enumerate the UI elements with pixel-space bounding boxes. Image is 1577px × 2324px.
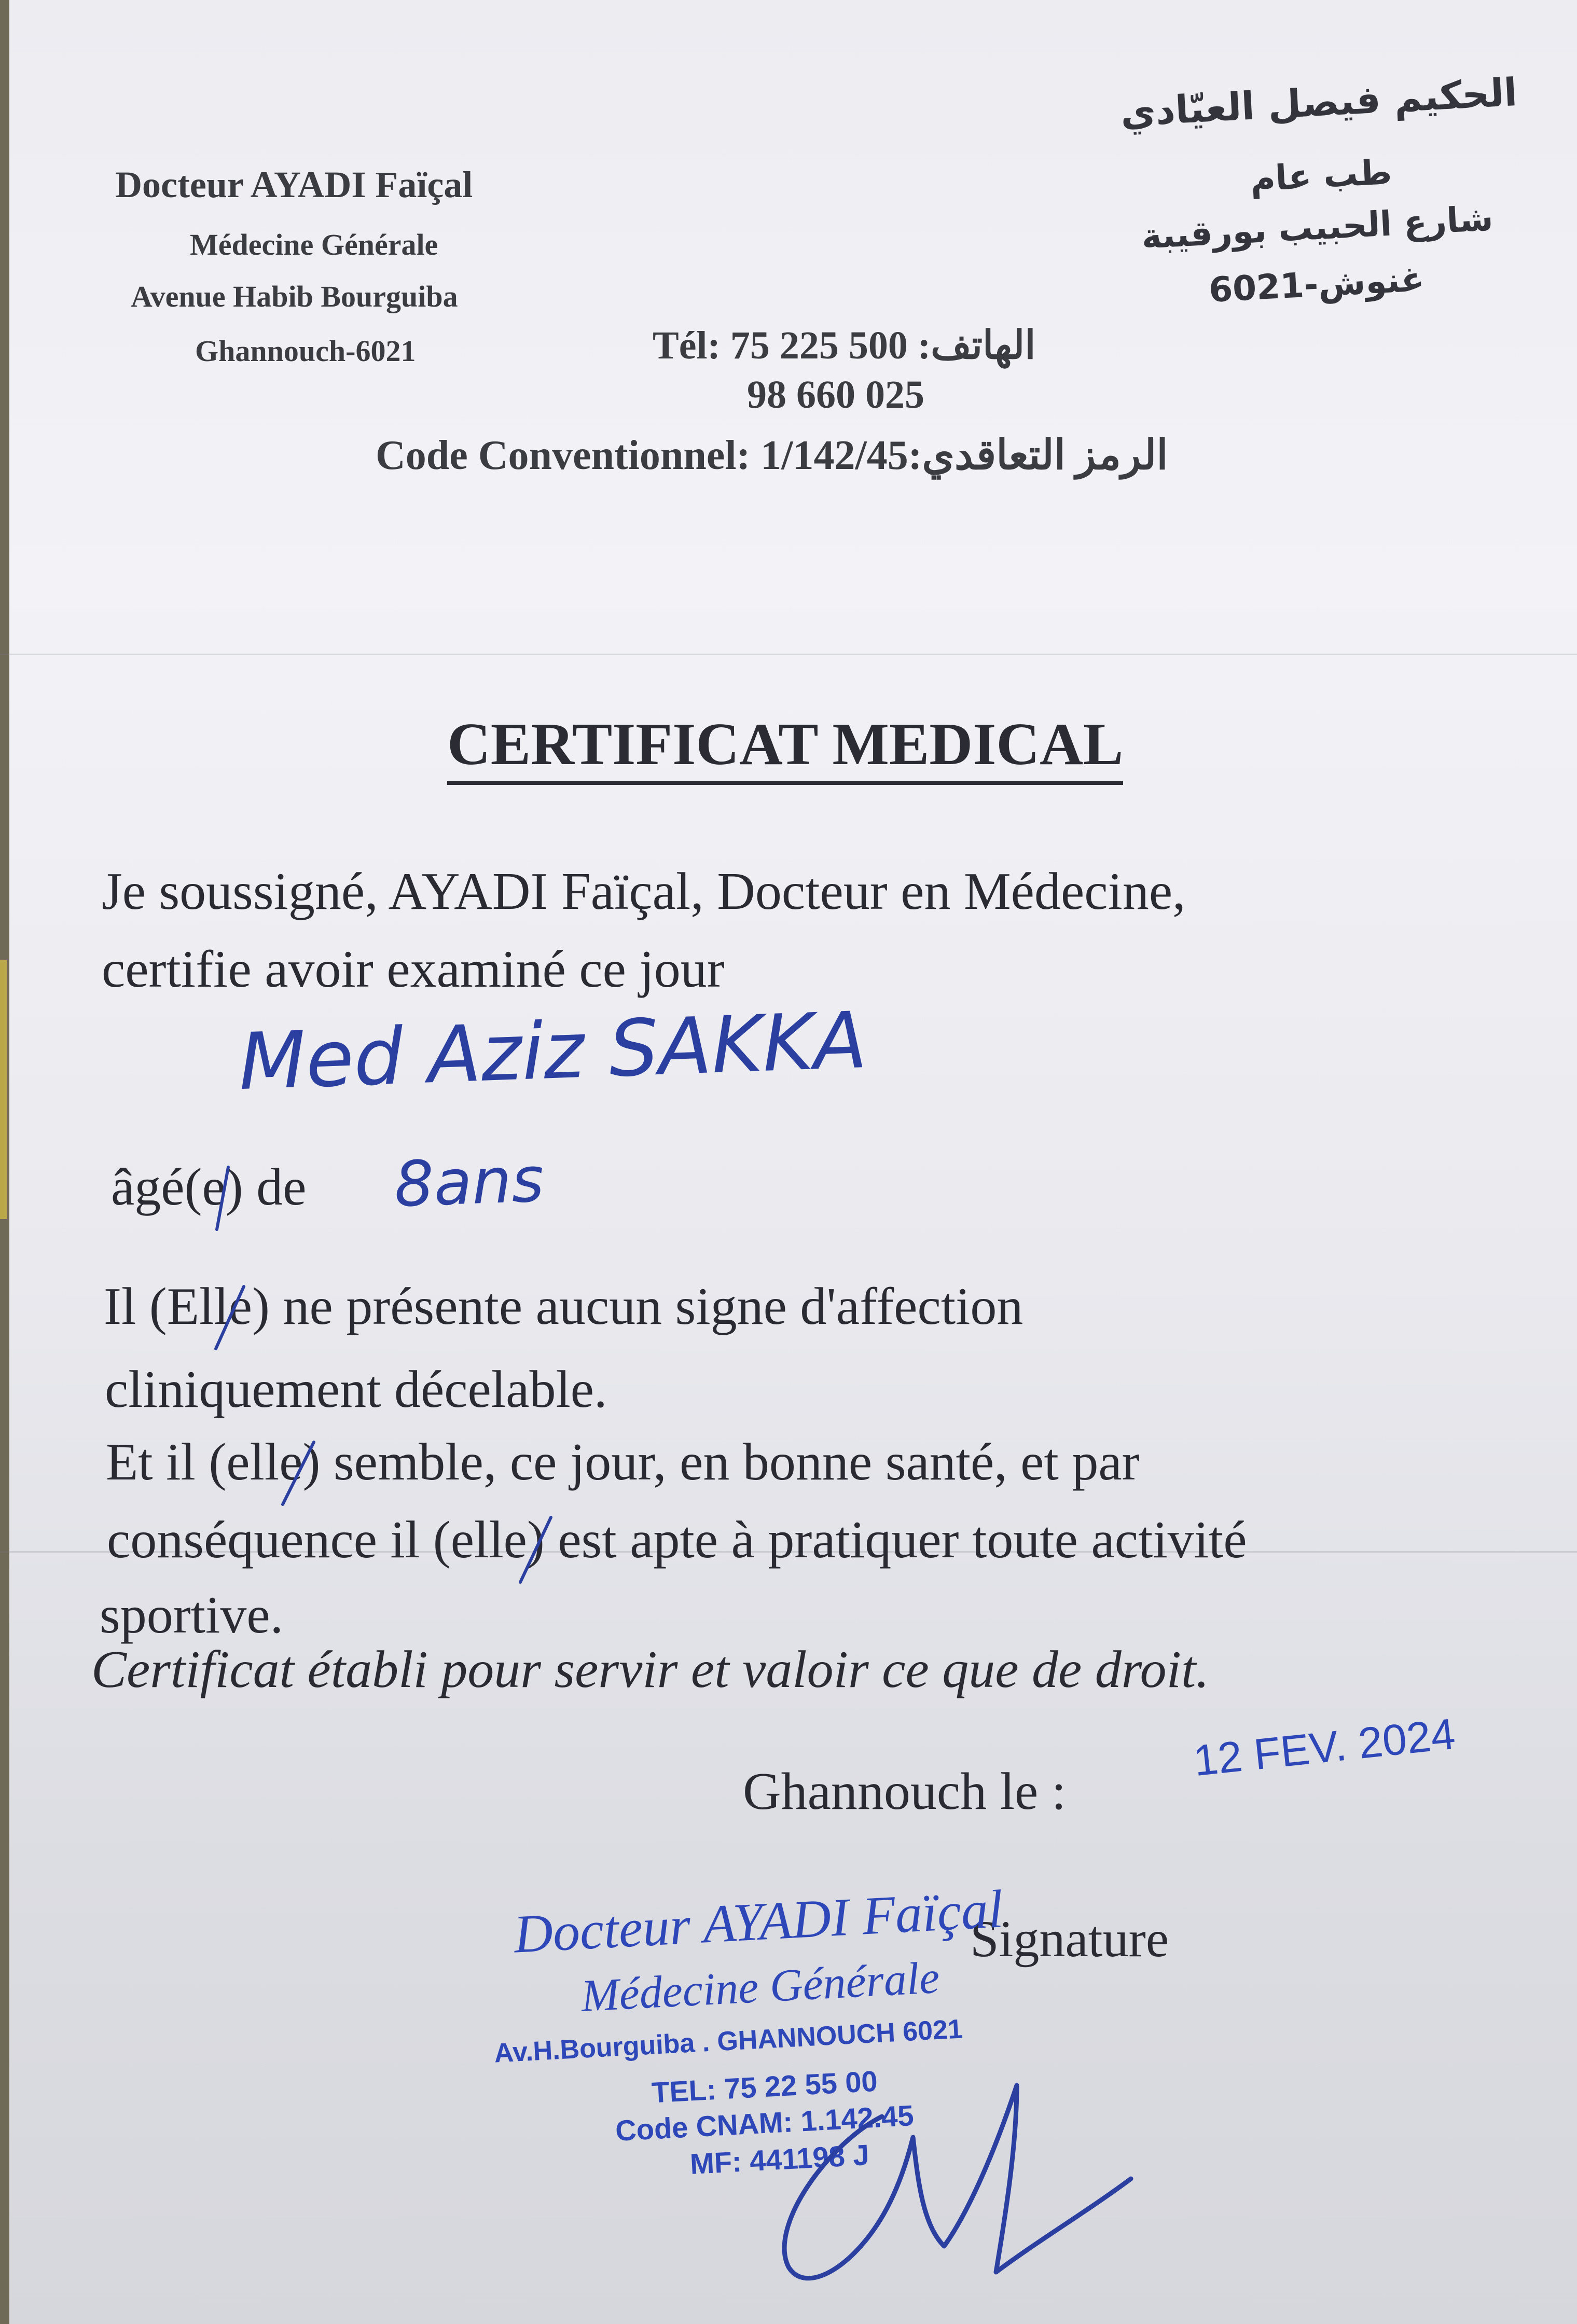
stamp-cnam-code: Code CNAM: 1.142.45 [614,2098,915,2148]
doctor-address: Avenue Habib Bourguiba [131,280,458,313]
arabic-specialty: طب عام [1249,151,1393,200]
para-line-3: Et il (elle) semble, ce jour, en bonne santé, et par [106,1433,1140,1491]
intro-line-2: certifie avoir examiné ce jour [102,940,725,999]
arabic-city: غنوش-6021 [1208,259,1426,310]
para-line-4: conséquence il (elle) est apte à pratiquer toute activité [107,1511,1247,1569]
para-line-6: Certificat établi pour servir et valoir ce que de droit. [91,1640,1209,1699]
date-stamp: 12 FEV. 2024 [1191,1709,1458,1786]
para-line-2: cliniquement décelable. [105,1360,607,1419]
stamp-doctor-name: Docteur AYADI Faïçal [512,1879,1005,1965]
stamp-address: Av.H.Bourguiba . GHANNOUCH 6021 [493,2014,964,2069]
place-label: Ghannouch le : [743,1762,1067,1821]
para-line-5: sportive. [100,1586,284,1644]
stamp-phone: TEL: 75 22 55 00 [651,2064,879,2109]
doctor-name: Docteur AYADI Faïçal [115,164,473,205]
arabic-address: شارع الحبيب بورقيبة [1140,198,1495,257]
intro-line-1: Je soussigné, AYADI Faïçal, Docteur en Médecine, [102,862,1186,921]
phone-line: Tél: 75 225 500 :الهاتف [653,324,1036,367]
age-label: âgé(e) de [111,1158,307,1216]
signature-label: Signature [970,1910,1169,1968]
para-line-1: Il (Elle) ne présente aucun signe d'affection [104,1277,1023,1336]
age-handwritten: 8ans [393,1144,545,1221]
certificate-title: CERTIFICAT MEDICAL [447,711,1123,785]
stamp-mf: MF: 441198 J [689,2138,870,2180]
patient-name-handwritten: Med Aziz SAKKA [237,995,868,1108]
stamp-specialty: Médecine Générale [579,1952,941,2022]
code-conventionnel: Code Conventionnel: 1/142/45:الرمز التعاقدي [376,433,1168,478]
doctor-city: Ghannouch-6021 [195,334,416,368]
phone-secondary: 98 660 025 [747,373,924,417]
arabic-doctor-name: الحكيم فيصل العيّادي [1119,70,1518,135]
doctor-specialty: Médecine Générale [190,228,438,261]
